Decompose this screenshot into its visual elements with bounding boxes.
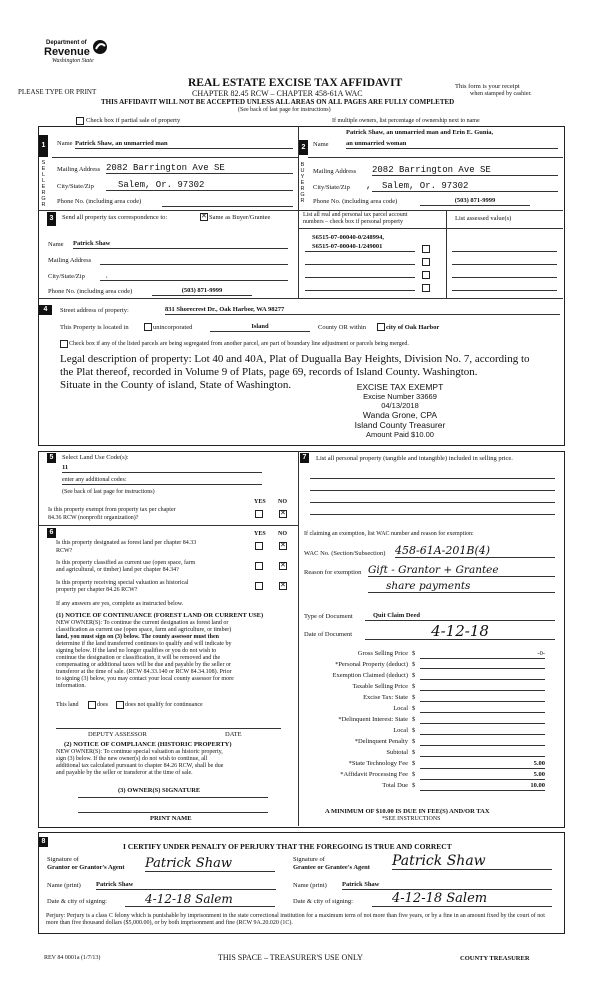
land-use-see-back: (See back of last page for instructions): [62, 489, 155, 495]
tax-row-currency: $: [412, 716, 416, 723]
seller-mailing[interactable]: 2082 Barrington Ave SE: [106, 163, 293, 174]
grantee-name-label: Name (print): [293, 882, 327, 889]
buyer-name-line1[interactable]: Patrick Shaw, an unmarried man and Erin E. Gunia,: [346, 129, 494, 136]
tax-row-value[interactable]: 10.00: [420, 782, 545, 791]
s3-mailing-field[interactable]: [100, 264, 288, 265]
current-use-yes-checkbox[interactable]: [255, 562, 263, 570]
reason-line-2[interactable]: share payments: [368, 580, 555, 593]
does-checkbox[interactable]: [88, 701, 96, 709]
seller-phone-label: Phone No. (including area code): [57, 198, 142, 205]
grantor-name-label: Name (print): [47, 882, 81, 889]
grantor-signature[interactable]: Patrick Shaw: [145, 856, 275, 872]
county-value[interactable]: Island: [210, 323, 310, 332]
segregated-note: Check box if any of the listed parcels are being segregated from another parcel, are part of boundary line adjustment or parcels being merged.: [69, 341, 409, 347]
personal-property-line-2[interactable]: [310, 490, 555, 491]
tax-row-currency: $: [412, 727, 416, 734]
tax-row-label: Local: [393, 727, 408, 734]
tax-row-value[interactable]: [420, 738, 545, 746]
additional-codes-label: enter any additional codes:: [62, 477, 127, 483]
notice-1-line: transferor at the time of sale. (RCW 84.33.140 or RCW 84.34.108). Prior: [56, 669, 232, 675]
grantor-sig-label-2: Grantor or Grantor's Agent: [47, 864, 125, 871]
dor-logo: [42, 38, 122, 68]
legal-line-3: Situate in the County of island, State of Washington.: [60, 379, 292, 391]
parcel-header-2: numbers – check box if personal property: [303, 219, 403, 225]
notice-2-line: additional tax calculated pursuant to chapter 84.26 RCW, shall be due: [56, 763, 224, 769]
same-as-buyer-checkbox[interactable]: [200, 213, 208, 221]
reason-line-1[interactable]: Gift - Grantor + Grantee: [368, 564, 555, 577]
tax-row-value[interactable]: [420, 705, 545, 713]
stamp-line-2: Excise Number 33669: [363, 392, 437, 401]
excise-exempt-stamp: [330, 382, 470, 439]
section-7-badge: 7: [300, 453, 309, 463]
tax-row-currency: $: [412, 705, 416, 712]
deputy-date-label: DATE: [225, 731, 242, 738]
seller-mailing-label: Mailing Address: [57, 166, 101, 173]
stamp-line-4: Wanda Grone, CPA: [362, 410, 438, 420]
notice-2-body: [56, 749, 296, 777]
does-label: does: [97, 702, 108, 708]
tax-row-label: Taxable Selling Price: [352, 683, 408, 690]
tax-row-currency: $: [412, 771, 416, 778]
personal-property-line-3[interactable]: [310, 502, 555, 503]
tax-row-currency: $: [412, 749, 416, 756]
send-correspondence-label: Send all property tax correspondence to:: [62, 214, 168, 221]
form-chapter: CHAPTER 82.45 RCW – CHAPTER 458-61A WAC: [192, 89, 363, 98]
tax-row-value[interactable]: [420, 749, 545, 757]
section-6-badge: 6: [47, 528, 56, 538]
buyer-phone[interactable]: (503) 871-9999: [420, 197, 530, 206]
current-use-no-checkbox[interactable]: [279, 562, 287, 570]
buyer-phone-label: Phone No. (including area code): [313, 198, 398, 205]
grantee-sig-label-2: Grantee or Grantee's Agent: [293, 864, 370, 871]
tax-row-label: Local: [393, 705, 408, 712]
tax-row-currency: $: [412, 760, 416, 767]
notice-2-title: (2) NOTICE OF COMPLIANCE (HISTORIC PROPERTY): [64, 741, 232, 748]
s3-name-label: Name: [48, 241, 64, 248]
land-use-code[interactable]: 11: [62, 464, 262, 473]
logo-dept-of: Department of: [46, 40, 87, 46]
street-label: Street address of property:: [60, 307, 129, 314]
logo-washington: Washington State: [52, 58, 94, 64]
buyer-city-label: City/State/Zip: [313, 184, 350, 191]
notice-1-body: [56, 620, 296, 690]
tax-row-label: Excise Tax: State: [363, 694, 408, 701]
owner-signature-label: (3) OWNER(S) SIGNATURE: [118, 787, 201, 794]
section-8-badge: 8: [39, 837, 48, 847]
tax-row-currency: $: [412, 683, 416, 690]
notice-2-line: NEW OWNER(S): To continue special valuation as historic property,: [56, 749, 223, 755]
tax-row-value[interactable]: [420, 672, 545, 680]
exemption-intro: If claiming an exemption, list WAC number and reason for exemption:: [304, 531, 474, 537]
notice-2-line: sign (3) below. If the new owner(s) do not wish to continue, all: [56, 756, 208, 762]
tax-row-currency: $: [412, 694, 416, 701]
form-see-back: (See back of last page for instructions): [238, 107, 331, 113]
stamp-line-5: Island County Treasurer: [354, 420, 446, 430]
grantee-date-city[interactable]: 4-12-18 Salem: [372, 892, 552, 907]
personal-property-label: List all personal property (tangible and intangible) included in selling price.: [316, 455, 513, 462]
exempt-question-1: Is this property exempt from property tax per chapter: [48, 507, 176, 513]
form-number: REV 84 0001a (1/7/13): [44, 955, 101, 961]
tax-row-currency: $: [412, 782, 416, 789]
tax-row-label: Gross Selling Price: [357, 650, 408, 657]
buyer-city[interactable]: Salem, Or. 97302: [372, 181, 558, 192]
section-4-badge: 4: [39, 305, 52, 315]
tax-row-currency: $: [412, 738, 416, 745]
s3-phone-label: Phone No. (including area code): [48, 288, 133, 295]
tax-row-value[interactable]: [420, 694, 545, 702]
assessed-line-2[interactable]: [452, 264, 557, 265]
buyer-name-label: Name: [313, 141, 329, 148]
tax-row-currency: $: [412, 661, 416, 668]
historic-q-1: Is this property receiving special valuation as historical: [56, 580, 189, 586]
city-of-label: city of Oak Harbor: [386, 324, 440, 331]
certify-statement: I CERTIFY UNDER PENALTY OF PERJURY THAT THE FOREGOING IS TRUE AND CORRECT: [123, 842, 452, 851]
unincorporated-checkbox[interactable]: [144, 323, 152, 331]
street-address[interactable]: 831 Shorecrest Dr., Oak Harbor, WA 98277: [165, 306, 560, 315]
grantee-name[interactable]: Patrick Shaw: [342, 881, 552, 890]
print-name-line[interactable]: [78, 812, 268, 813]
notice-1-line: information.: [56, 683, 86, 689]
historic-q-2: property per chapter 84.26 RCW?: [56, 587, 138, 593]
assessed-line-1[interactable]: [452, 251, 557, 252]
exempt-yes-checkbox[interactable]: [255, 510, 263, 518]
does-not-label: does not qualify for continuance: [125, 702, 203, 708]
reason-label: Reason for exemption: [304, 569, 362, 576]
tax-row-value[interactable]: [420, 683, 545, 691]
grantee-sig-label-1: Signature of: [293, 856, 325, 863]
s3-city[interactable]: ,: [100, 272, 288, 281]
if-yes-note: If any answers are yes, complete as instructed below.: [56, 601, 184, 607]
grantor-name[interactable]: Patrick Shaw: [96, 881, 276, 890]
tax-row-value[interactable]: [420, 716, 545, 724]
tax-row-value[interactable]: -0-: [420, 650, 545, 659]
seller-name-label: Name: [57, 140, 73, 147]
notice-1-line: determine if the land transferred continues to qualify and will indicate by: [56, 641, 232, 647]
partial-sale-checkbox[interactable]: [76, 117, 84, 125]
seller-side-label: S E L L E R G R: [41, 160, 46, 208]
buyer-side-label: B U Y E R G R: [300, 162, 305, 204]
perjury-statement: Perjury: Perjury is a class C felony which is punishable by imprisonment in the state correctional institution for a maximum term of not more than five years, or by a fine in an amount fixed by the court of not more than five thousand dollars ($5,000.00), or by both imprisonment and fine (RCW 9A.20.020 (1C).: [46, 913, 545, 926]
receipt-note-1: This form is your receipt: [455, 83, 520, 90]
buyer-name-line2[interactable]: an unmarried woman: [346, 140, 558, 149]
buyer-mailing[interactable]: 2082 Barrington Ave SE: [372, 165, 558, 176]
tax-row-label: *State Technology Fee: [348, 760, 408, 767]
parcel-3-personal-checkbox[interactable]: [422, 271, 430, 279]
tax-row-value[interactable]: [420, 727, 545, 735]
tax-row-label: Exemption Claimed (deduct): [332, 672, 408, 679]
tax-row-value[interactable]: 5.00: [420, 760, 545, 769]
county-treasurer-label: COUNTY TREASURER: [460, 955, 530, 962]
grantor-date-city[interactable]: 4-12-18 Salem: [125, 893, 275, 907]
stamp-line-6: Amount Paid $10.00: [366, 430, 434, 439]
see-instructions-note: *SEE INSTRUCTIONS: [382, 816, 441, 822]
grantee-signature[interactable]: Patrick Shaw: [392, 853, 552, 870]
exempt-question-2: 84.36 RCW (nonprofit organization)?: [48, 515, 139, 521]
tax-row-label: Subtotal: [386, 749, 408, 756]
doc-date[interactable]: 4-12-18: [365, 623, 555, 640]
city-of-checkbox[interactable]: [377, 323, 385, 331]
parcel-2[interactable]: S6515-07-00040-1/249001: [312, 243, 383, 250]
legal-line-1: Legal description of property: Lot 40 and 40A, Plat of Dugualla Bay Heights, Division No. 7, according to: [60, 353, 530, 365]
forest-q-2: RCW?: [56, 548, 73, 554]
section-2-badge: 2: [299, 140, 308, 155]
notice-1-line: NEW OWNER(S): To continue the current designation as forest land or: [56, 620, 229, 626]
tax-row-value[interactable]: 5.00: [420, 771, 545, 780]
section-5-badge: 5: [47, 453, 56, 463]
land-use-label: Select Land Use Code(s):: [62, 454, 129, 461]
wac-label: WAC No. (Section/Subsection): [304, 550, 386, 557]
forest-yes-checkbox[interactable]: [255, 542, 263, 550]
dor-swirl-icon: [90, 38, 110, 56]
additional-codes-field[interactable]: [62, 484, 262, 485]
wac-value[interactable]: 458-61A-201B(4): [395, 545, 555, 558]
logo-revenue: Revenue: [44, 46, 90, 58]
treasurer-space: THIS SPACE – TREASURER'S USE ONLY: [218, 953, 363, 962]
notice-2-line: and payable by the seller or transferor at the time of sale.: [56, 770, 193, 776]
forest-no-checkbox[interactable]: [279, 542, 287, 550]
current-use-q-1: Is this property classified as current use (open space, farm: [56, 560, 196, 566]
stamp-line-3: 04/13/2018: [381, 401, 419, 410]
tax-row-value[interactable]: [420, 661, 545, 669]
seller-name[interactable]: Patrick Shaw, an unmarried man: [75, 140, 293, 149]
forest-q-1: Is this property designated as forest land per chapter 84.33: [56, 540, 197, 546]
parcel-2-personal-checkbox[interactable]: [422, 258, 430, 266]
tax-row-label: Total Due: [382, 782, 408, 789]
personal-property-line-4[interactable]: [310, 514, 555, 515]
doc-date-label: Date of Document: [304, 631, 353, 638]
does-not-checkbox[interactable]: [116, 701, 124, 709]
parcel-1-personal-checkbox[interactable]: [422, 245, 430, 253]
notice-1-line: classification as current use (open space, farm and agriculture, or timber): [56, 627, 232, 633]
parcel-header-1: List all real and personal tax parcel account: [303, 212, 408, 218]
tax-row-label: *Personal Property (deduct): [335, 661, 408, 668]
form-title: REAL ESTATE EXCISE TAX AFFIDAVIT: [188, 77, 403, 89]
s6-yes-header: YES: [254, 531, 266, 537]
deputy-assessor-label: DEPUTY ASSESSOR: [88, 731, 147, 738]
same-as-buyer-label: Same as Buyer/Grantee: [209, 214, 271, 221]
assessed-header: List assessed value(s): [455, 215, 512, 222]
notice-1-line: continue the designation or classification, it will be removed and the: [56, 655, 221, 661]
county-or-within: County OR within: [318, 324, 367, 331]
parcel-1[interactable]: S6515-07-00040-0/248994,: [312, 234, 385, 241]
seller-city[interactable]: Salem, Or. 97302: [106, 180, 293, 191]
section-1-badge: 1: [39, 135, 48, 157]
legal-line-2: the Plat thereof, recorded in Volume 9 of Plats, page 69, records of Island County. Washington.: [60, 366, 478, 378]
stamp-line-1: EXCISE TAX EXEMPT: [356, 382, 444, 392]
this-land-label: This land: [56, 702, 79, 708]
please-type: PLEASE TYPE OR PRINT: [18, 88, 97, 96]
seller-phone-field[interactable]: [162, 206, 293, 207]
grantor-sig-label-1: Signature of: [47, 856, 79, 863]
deputy-signature-line[interactable]: [56, 728, 281, 729]
segregated-checkbox[interactable]: [60, 340, 68, 348]
receipt-note-2: when stamped by cashier.: [470, 91, 532, 97]
buyer-mailing-label: Mailing Address: [313, 168, 357, 175]
historic-no-checkbox[interactable]: [279, 582, 287, 590]
notice-1-line: to signing (3) below, you may contact your local county assessor for more: [56, 676, 234, 682]
form-warning: THIS AFFIDAVIT WILL NOT BE ACCEPTED UNLESS ALL AREAS ON ALL PAGES ARE FULLY COMPLETED: [101, 98, 455, 106]
tax-row-label: *Affidavit Processing Fee: [340, 771, 408, 778]
tax-row-label: *Delinquent Interest: State: [338, 716, 408, 723]
s6-no-header: NO: [278, 531, 287, 537]
tax-row-currency: $: [412, 650, 416, 657]
print-name-label: PRINT NAME: [150, 815, 192, 822]
grantor-date-label: Date & city of signing:: [47, 898, 107, 905]
doc-type[interactable]: Quit Claim Deed: [365, 612, 555, 621]
section-3-badge: 3: [47, 212, 56, 226]
notice-1-line: land, you must sign on (3) below. The county assessor must then: [56, 634, 219, 640]
owner-signature-line[interactable]: [78, 797, 268, 798]
partial-sale-label: Check box if partial sale of property: [86, 117, 181, 124]
doc-type-label: Type of Document: [304, 613, 353, 620]
current-use-q-2: and agricultural, or timber) land per chapter 84.34?: [56, 567, 179, 573]
personal-property-line-1[interactable]: [310, 478, 555, 479]
s5-yes-header: YES: [254, 499, 266, 505]
tax-row-label: *Delinquent Penalty: [354, 738, 408, 745]
exempt-no-checkbox[interactable]: [279, 510, 287, 518]
s5-no-header: NO: [278, 499, 287, 505]
historic-yes-checkbox[interactable]: [255, 582, 263, 590]
unincorporated-label: unincorporated: [153, 324, 193, 331]
notice-1-line: signing below. If the land no longer qualifies or you do not wish to: [56, 648, 217, 654]
multiple-owners-note: If multiple owners, list percentage of ownership next to name: [332, 118, 480, 124]
notice-1-line: compensating or additional taxes will be due and payable by the seller or: [56, 662, 231, 668]
located-label: This Property is located in: [60, 324, 129, 331]
s3-mailing-label: Mailing Address: [48, 257, 92, 264]
buyer-city-prefix: ,: [366, 181, 372, 191]
s3-name[interactable]: Patrick Shaw: [73, 240, 288, 249]
tax-row-currency: $: [412, 672, 416, 679]
grantee-date-label: Date & city of signing:: [293, 898, 353, 905]
parcel-4-personal-checkbox[interactable]: [422, 284, 430, 292]
s3-phone[interactable]: (503) 871-9999: [152, 287, 252, 296]
notice-1-title: (1) NOTICE OF CONTINUANCE (FOREST LAND OR CURRENT USE): [56, 612, 264, 619]
assessed-line-3[interactable]: [452, 277, 557, 278]
assessed-line-4[interactable]: [452, 290, 557, 291]
s3-city-label: City/State/Zip: [48, 273, 85, 280]
seller-city-label: City/State/Zip: [57, 183, 94, 190]
minimum-due-note: A MINIMUM OF $10.00 IS DUE IN FEE(S) AND/OR TAX: [325, 808, 490, 815]
